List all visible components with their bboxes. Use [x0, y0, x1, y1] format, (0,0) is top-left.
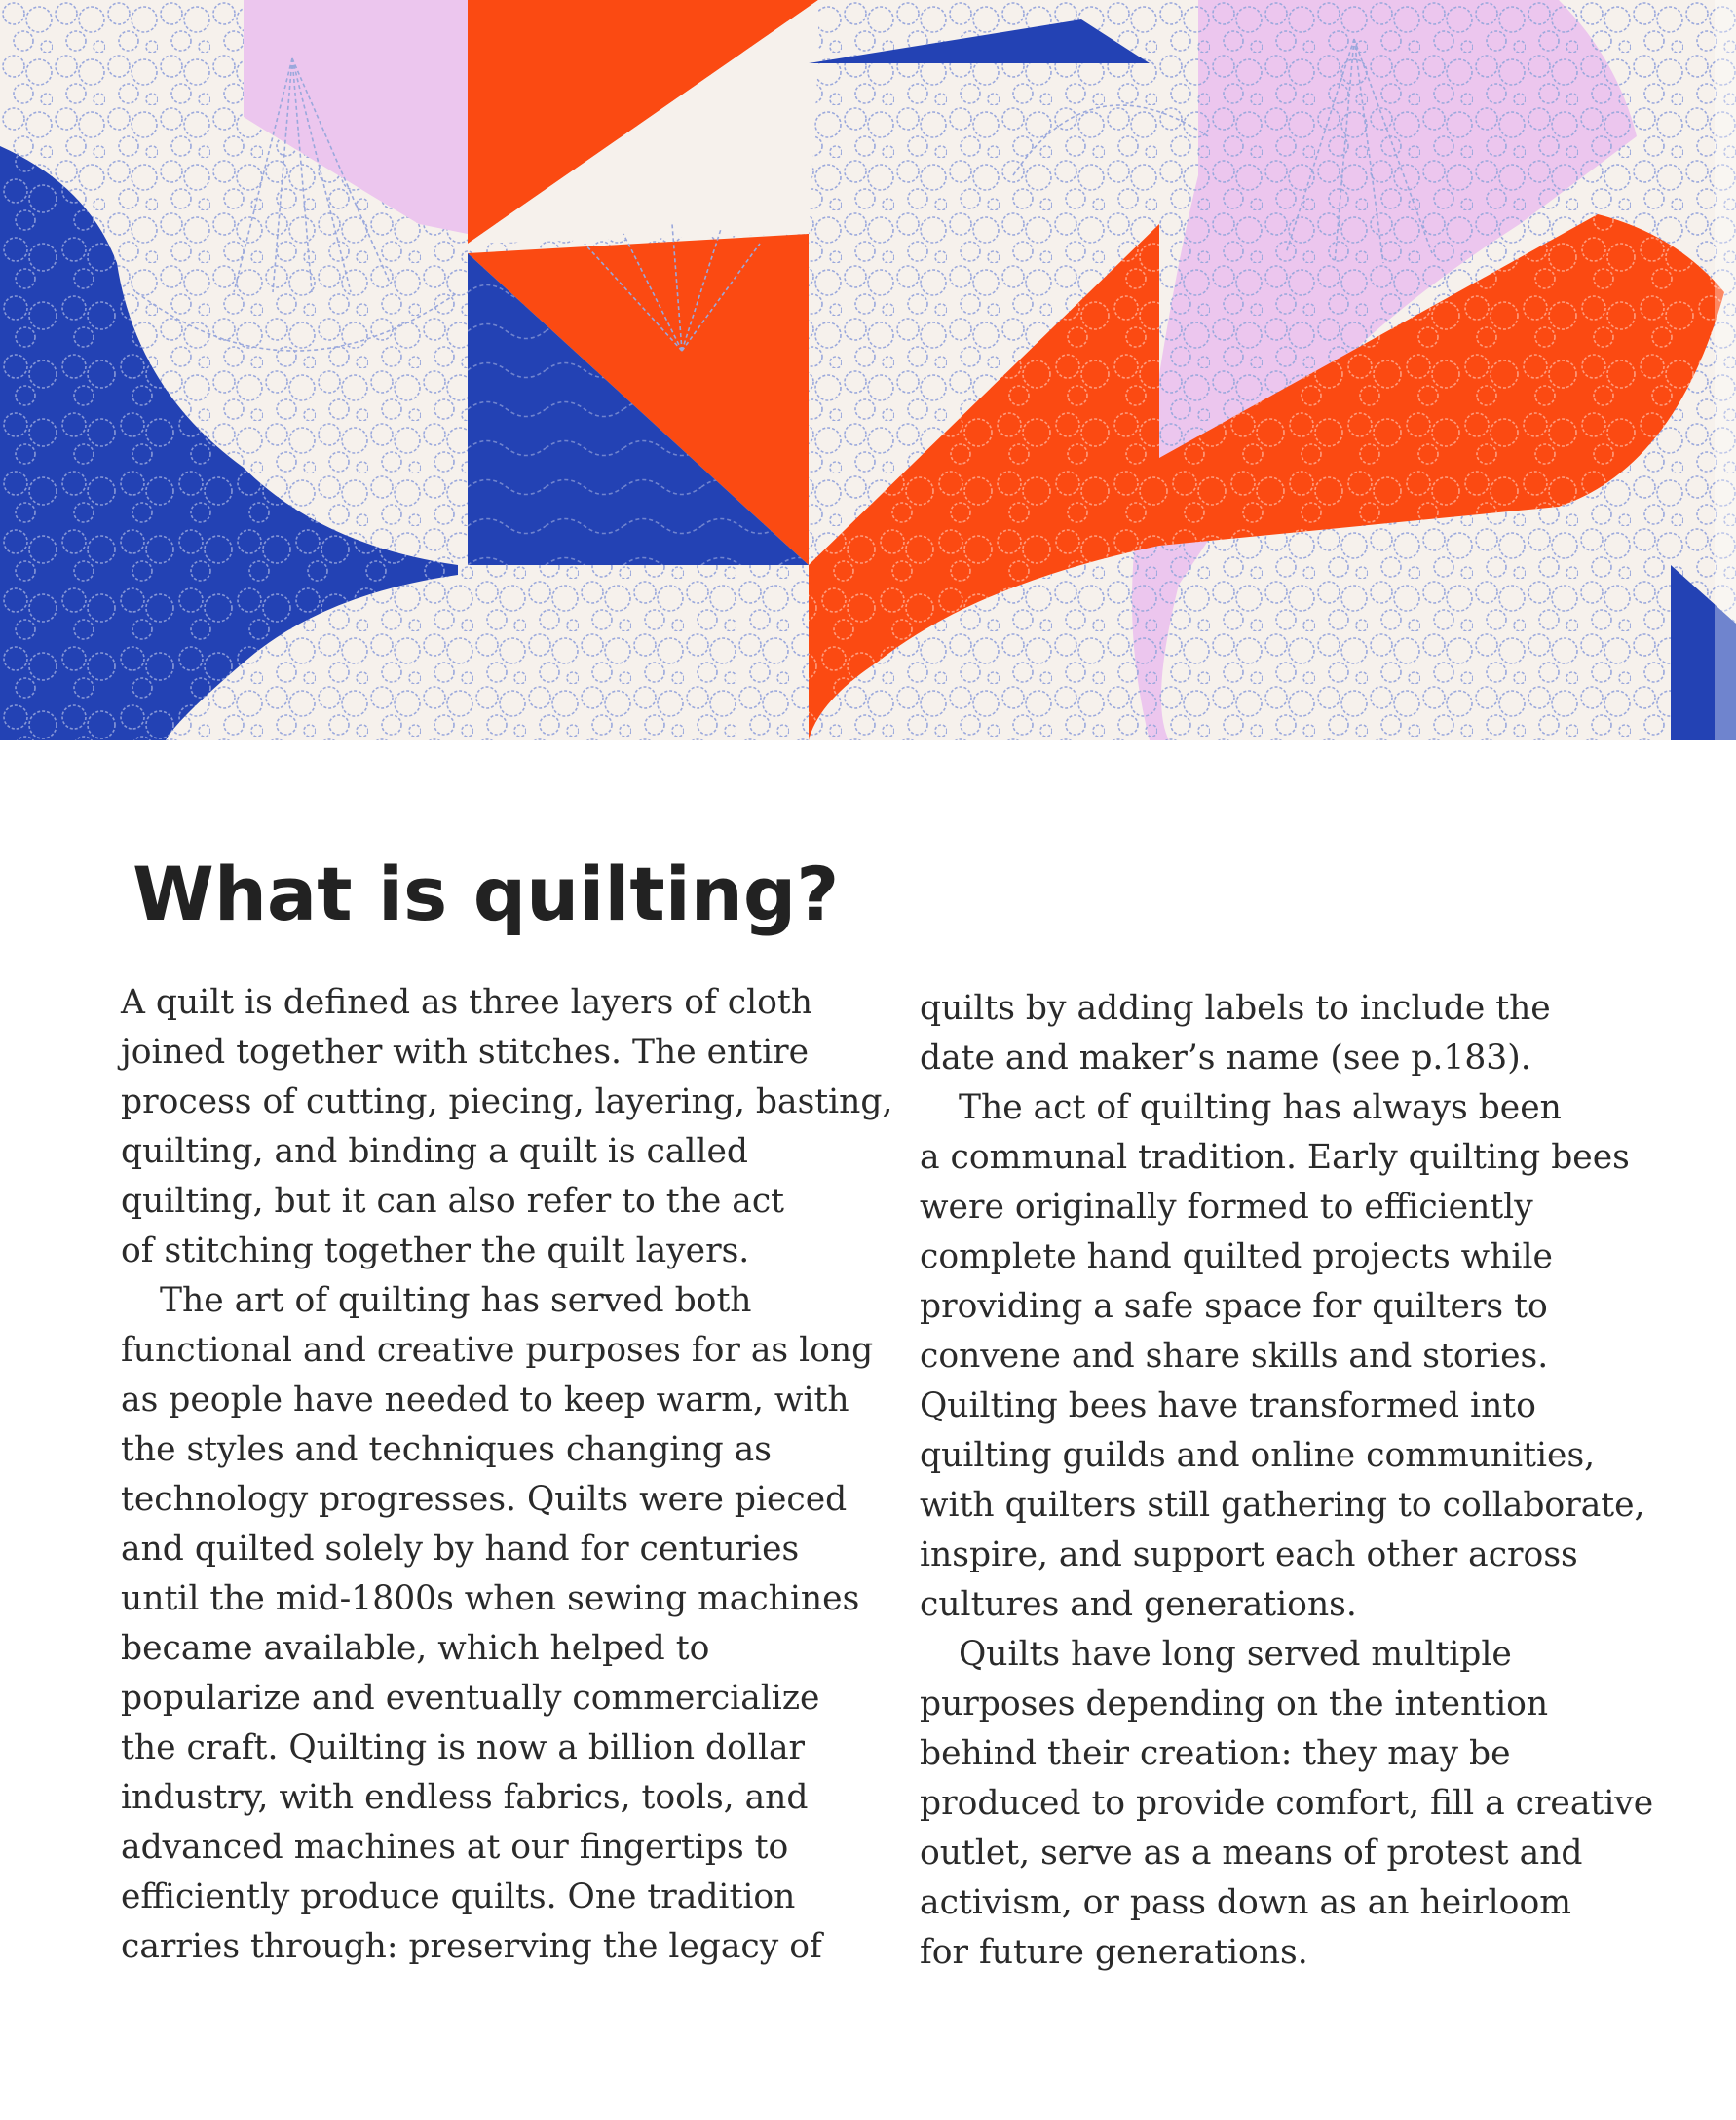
text-line: behind their creation: they may be — [920, 1734, 1511, 1773]
text-line: date and maker’s name (see p.183). — [920, 1039, 1531, 1078]
text-line: quilting, but it can also refer to the act — [121, 1182, 785, 1221]
text-line: A quilt is defined as three layers of cloth — [121, 983, 812, 1022]
text-line: activism, or pass down as an heirloom — [920, 1883, 1571, 1922]
text-line: until the mid-1800s when sewing machines — [121, 1579, 860, 1618]
text-line: efficiently produce quilts. One tradition — [121, 1877, 796, 1916]
text-line: convene and share skills and stories. — [920, 1337, 1549, 1376]
text-line: providing a safe space for quilters to — [920, 1287, 1548, 1326]
text-column-right — [920, 984, 1679, 1978]
paragraph — [121, 1276, 874, 1972]
paragraph — [920, 1630, 1679, 1978]
text-line: inspire, and support each other across — [920, 1535, 1578, 1574]
text-line: for future generations. — [920, 1933, 1308, 1972]
text-line: quilting guilds and online communities, — [920, 1436, 1596, 1475]
text-line: of stitching together the quilt layers. — [121, 1231, 750, 1270]
text-line: process of cutting, piecing, layering, basting, — [121, 1082, 893, 1121]
text-line: technology progresses. Quilts were pieced — [121, 1480, 848, 1519]
page-edge — [1715, 0, 1736, 740]
text-line: advanced machines at our fingertips to — [121, 1828, 789, 1867]
paragraph — [920, 1083, 1679, 1630]
page-title: What is quilting? — [132, 851, 840, 937]
text-line: purposes depending on the intention — [920, 1685, 1549, 1723]
paragraph — [121, 978, 893, 1276]
text-line: carries through: preserving the legacy of — [121, 1927, 822, 1966]
text-line: a communal tradition. Early quilting bees — [920, 1138, 1630, 1177]
text-line: joined together with stitches. The entire — [121, 1033, 810, 1072]
text-line: cultures and generations. — [920, 1585, 1357, 1624]
text-line: industry, with endless fabrics, tools, and — [121, 1778, 809, 1817]
text-line: the styles and techniques changing as — [121, 1430, 772, 1469]
quilt-photo — [0, 0, 1736, 740]
text-line: with quilters still gathering to collaborate, — [920, 1486, 1645, 1525]
paragraph — [920, 984, 1679, 1083]
text-line: functional and creative purposes for as long — [121, 1331, 874, 1370]
text-line: quilts by adding labels to include the — [920, 989, 1551, 1028]
text-line: Quilting bees have transformed into — [920, 1386, 1536, 1425]
text-column-left — [121, 978, 893, 1972]
text-line: became available, which helped to — [121, 1629, 710, 1668]
text-line: The art of quilting has served both — [160, 1281, 752, 1320]
text-line: and quilted solely by hand for centuries — [121, 1530, 800, 1569]
text-line: Quilts have long served multiple — [959, 1635, 1512, 1674]
text-line: were originally formed to efficiently — [920, 1188, 1533, 1227]
text-line: quilting, and binding a quilt is called — [121, 1132, 748, 1171]
text-line: as people have needed to keep warm, with — [121, 1381, 849, 1420]
text-line: outlet, serve as a means of protest and — [920, 1834, 1583, 1873]
text-line: the craft. Quilting is now a billion dollar — [121, 1728, 806, 1767]
text-line: The act of quilting has always been — [959, 1088, 1562, 1127]
text-line: popularize and eventually commercialize — [121, 1679, 820, 1718]
text-line: produced to provide comfort, fill a creative — [920, 1784, 1654, 1823]
text-line: complete hand quilted projects while — [920, 1237, 1553, 1276]
